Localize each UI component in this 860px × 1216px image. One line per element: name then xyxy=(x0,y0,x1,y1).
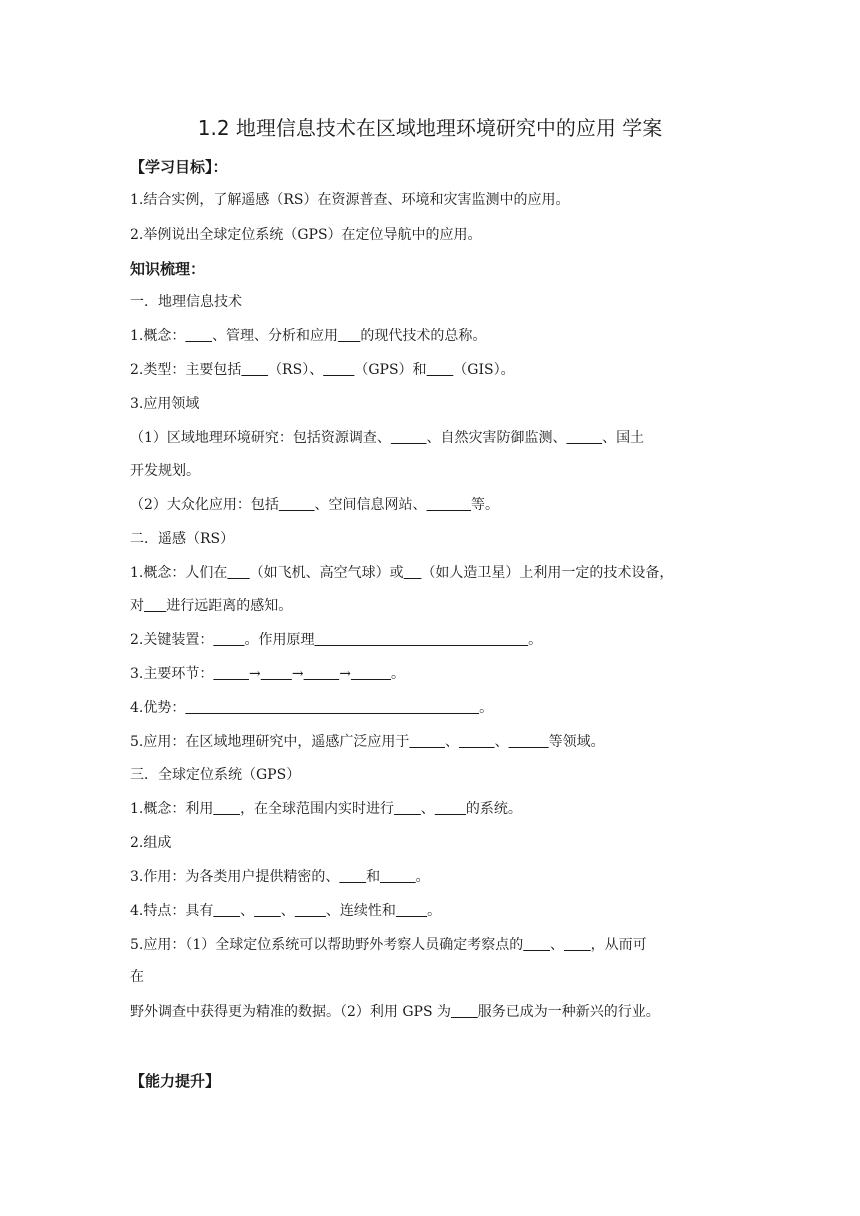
blank[interactable] xyxy=(213,903,240,919)
concept-line xyxy=(130,326,740,346)
text: 3.作用：为各类用户提供精密的、 xyxy=(130,869,340,885)
blank[interactable] xyxy=(427,497,472,513)
text: 进行远距离的感知。 xyxy=(166,598,293,614)
text: 1.概念： xyxy=(130,328,186,344)
rs-advantage-line xyxy=(130,698,740,718)
text: 、 xyxy=(444,734,459,750)
blank[interactable] xyxy=(391,430,427,446)
blank[interactable] xyxy=(295,903,326,919)
types-line xyxy=(130,360,740,380)
gps-composition-line: 2.组成 xyxy=(130,835,172,851)
arrow: → xyxy=(339,666,351,682)
blank[interactable] xyxy=(185,700,479,716)
rs-application-line xyxy=(130,732,740,752)
text: 野外调查中获得更为精准的数据。（2）利用 GPS 为 xyxy=(130,1004,452,1020)
gps-application-line xyxy=(130,935,740,955)
blank[interactable] xyxy=(279,497,315,513)
text: 5.应用：（1）全球定位系统可以帮助野外考察人员确定考察点的 xyxy=(130,937,524,953)
text: 、 xyxy=(494,734,509,750)
text: （如人造卫星）上利用一定的技术设备， xyxy=(421,565,674,581)
text: （如飞机、高空气球）或 xyxy=(249,565,404,581)
section-2-title: 二．遥感（RS） xyxy=(130,531,235,547)
blank[interactable] xyxy=(241,362,268,378)
gps-concept-line xyxy=(130,799,740,819)
text: 。 xyxy=(479,700,494,716)
blank[interactable] xyxy=(351,666,391,682)
text: 、连续性和 xyxy=(325,903,396,919)
text: 1.概念：利用 xyxy=(130,801,214,817)
text: 、自然灾害防御监测、 xyxy=(426,430,567,446)
regional-research-line-cont: 开发规划。 xyxy=(130,463,200,479)
text: 。 xyxy=(427,903,442,919)
text: （RS）、 xyxy=(268,362,324,378)
blank[interactable] xyxy=(304,666,340,682)
text: 4.特点：具有 xyxy=(130,903,214,919)
blank[interactable] xyxy=(451,1004,478,1020)
text: 。 xyxy=(391,666,405,682)
application-fields-line: 3.应用领域 xyxy=(130,396,200,412)
blank[interactable] xyxy=(567,430,603,446)
goal-1: 1.结合实例，了解遥感（RS）在资源普查、环境和灾害监测中的应用。 xyxy=(130,192,570,208)
blank[interactable] xyxy=(509,734,549,750)
text: ，从而可 xyxy=(590,937,647,953)
public-application-line xyxy=(130,495,740,515)
rs-device-line xyxy=(130,630,740,650)
text: 1.概念：人们在 xyxy=(130,565,228,581)
text: 、 xyxy=(280,903,295,919)
gps-function-line xyxy=(130,867,740,887)
text: （2）大众化应用：包括 xyxy=(130,497,279,513)
blank[interactable] xyxy=(380,869,416,885)
text: 2.关键装置： xyxy=(130,632,214,648)
blank[interactable] xyxy=(213,666,249,682)
blank[interactable] xyxy=(404,565,422,581)
blank[interactable] xyxy=(523,937,550,953)
section-1-title: 一．地理信息技术 xyxy=(130,294,242,310)
learning-goals-heading: 【学习目标】： xyxy=(130,158,228,176)
text: 、 xyxy=(240,903,255,919)
blank[interactable] xyxy=(261,666,292,682)
text: 、管理、分析和应用 xyxy=(212,328,339,344)
regional-research-line xyxy=(130,428,740,448)
text: 、 xyxy=(549,937,564,953)
text: 3.主要环节： xyxy=(130,666,214,682)
text: 、空间信息网站、 xyxy=(314,497,427,513)
blank[interactable] xyxy=(315,632,529,648)
blank[interactable] xyxy=(213,632,244,648)
blank[interactable] xyxy=(185,328,212,344)
document-title: 1.2 地理信息技术在区域地理环境研究中的应用 学案 xyxy=(197,116,663,140)
text: 2.类型：主要包括 xyxy=(130,362,242,378)
blank[interactable] xyxy=(409,734,445,750)
gps-application-line-cont: 在 xyxy=(130,969,144,985)
blank[interactable] xyxy=(254,903,281,919)
rs-concept-line-cont xyxy=(130,596,740,616)
text: 和 xyxy=(366,869,381,885)
blank[interactable] xyxy=(394,801,421,817)
text: 对 xyxy=(130,598,144,614)
text: 4.优势： xyxy=(130,700,186,716)
arrow: → xyxy=(291,666,304,682)
blank[interactable] xyxy=(227,565,249,581)
text: （GPS）和 xyxy=(354,362,427,378)
rs-steps-line xyxy=(130,664,740,684)
text: 的系统。 xyxy=(465,801,522,817)
blank[interactable] xyxy=(396,903,427,919)
text: 。 xyxy=(415,869,430,885)
blank[interactable] xyxy=(435,801,466,817)
blank[interactable] xyxy=(459,734,495,750)
gps-features-line xyxy=(130,901,740,921)
blank[interactable] xyxy=(564,937,591,953)
goal-2: 2.举例说出全球定位系统（GPS）在定位导航中的应用。 xyxy=(130,227,482,243)
text: （1）区域地理环境研究：包括资源调查、 xyxy=(130,430,391,446)
blank[interactable] xyxy=(338,328,360,344)
gps-application-line-2 xyxy=(130,1002,740,1022)
arrow: → xyxy=(248,666,261,682)
section-3-title: 三．全球定位系统（GPS） xyxy=(130,767,301,783)
blank[interactable] xyxy=(339,869,366,885)
text: （GIS）。 xyxy=(453,362,515,378)
text: 。作用原理 xyxy=(244,632,315,648)
blank[interactable] xyxy=(144,598,166,614)
text: ，在全球范围内实时进行 xyxy=(240,801,395,817)
text: 、国土 xyxy=(602,430,645,446)
text: 等领域。 xyxy=(548,734,605,750)
blank[interactable] xyxy=(323,362,354,378)
knowledge-heading: 知识梳理： xyxy=(130,260,206,278)
text: 5.应用：在区域地理研究中，遥感广泛应用于 xyxy=(130,734,410,750)
blank[interactable] xyxy=(213,801,240,817)
text: 服务已成为一种新兴的行业。 xyxy=(477,1004,660,1020)
text: 等。 xyxy=(471,497,500,513)
text: 、 xyxy=(420,801,435,817)
ability-heading: 【能力提升】 xyxy=(130,1072,221,1090)
text: 的现代技术的总称。 xyxy=(360,328,487,344)
rs-concept-line xyxy=(130,563,740,583)
blank[interactable] xyxy=(427,362,454,378)
text: 。 xyxy=(528,632,543,648)
